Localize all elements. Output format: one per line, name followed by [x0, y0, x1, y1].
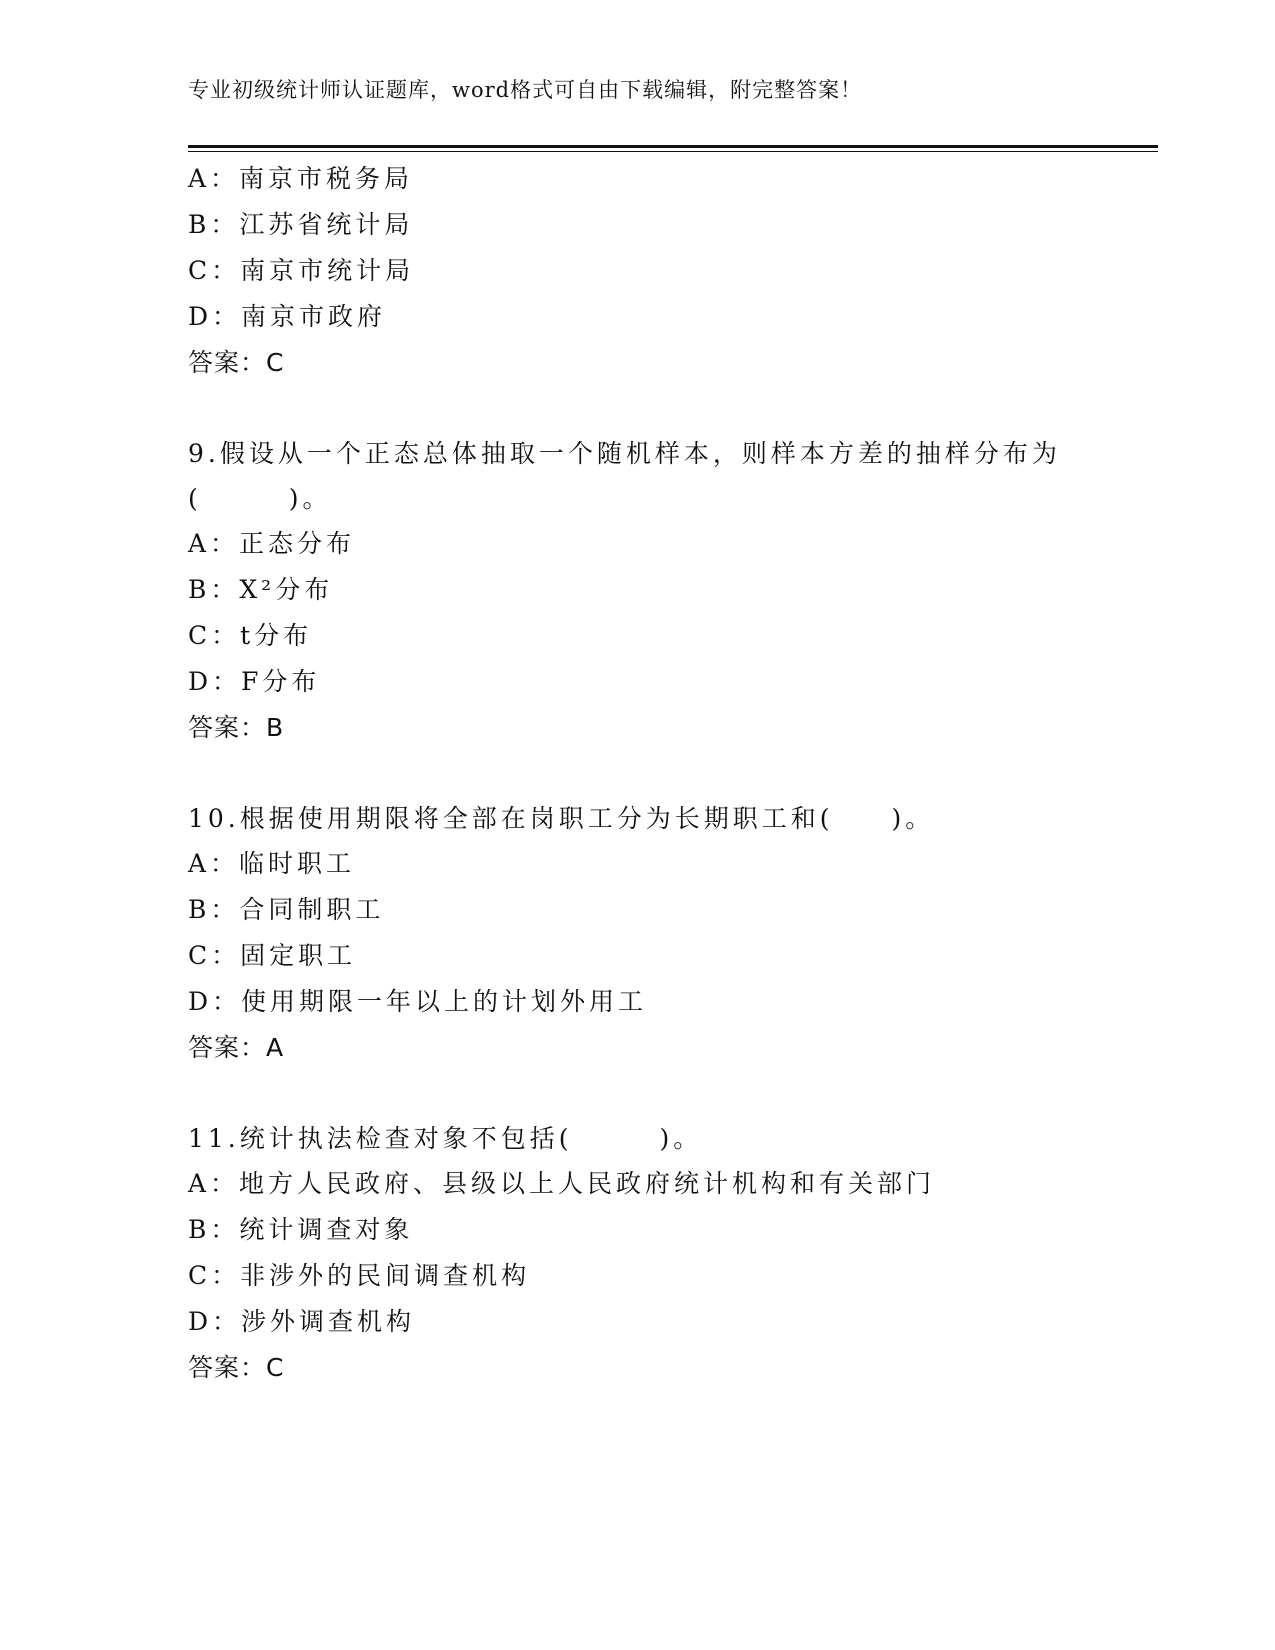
- option-d: D：使用期限一年以上的计划外用工: [188, 987, 648, 1016]
- answer: 答案：A: [188, 1033, 285, 1062]
- option-a: A：正态分布: [188, 529, 356, 558]
- document-body: [188, 156, 1158, 1391]
- question-block-11: [188, 1116, 1158, 1391]
- spacer: [188, 751, 1158, 796]
- option-a: A：南京市税务局: [188, 164, 414, 193]
- answer: 答案：C: [188, 1353, 285, 1382]
- option-c: C：t分布: [188, 621, 313, 650]
- option-b: B：合同制职工: [188, 895, 385, 924]
- spacer: [188, 386, 1158, 431]
- answer: 答案：B: [188, 713, 285, 742]
- option-c: C：南京市统计局: [188, 256, 415, 285]
- option-b: B：江苏省统计局: [188, 210, 414, 239]
- option-d: D：F分布: [188, 667, 321, 696]
- question-text: 9.假设从一个正态总体抽取一个随机样本，则样本方差的抽样分布为: [188, 439, 1061, 468]
- header-rule-thick: [188, 145, 1158, 148]
- document-header: 专业初级统计师认证题库，word格式可自由下载编辑，附完整答案！: [188, 78, 863, 102]
- option-c: C：固定职工: [188, 941, 357, 970]
- option-a: A：临时职工: [188, 849, 356, 878]
- option-a: A：地方人民政府、县级以上人民政府统计机构和有关部门: [188, 1169, 936, 1198]
- header-rule-thin: [188, 151, 1158, 152]
- spacer: [188, 1071, 1158, 1116]
- question-text: 10.根据使用期限将全部在岗职工分为长期职工和( )。: [188, 804, 935, 833]
- question-block-prev: [188, 156, 1158, 386]
- option-b: B：X²分布: [188, 575, 334, 604]
- option-c: C：非涉外的民间调查机构: [188, 1261, 531, 1290]
- question-text-continued: ( )。: [188, 484, 332, 513]
- question-text: 11.统计执法检查对象不包括( )。: [188, 1124, 703, 1153]
- option-d: D：涉外调查机构: [188, 1307, 416, 1336]
- option-d: D：南京市政府: [188, 302, 387, 331]
- question-block-10: [188, 796, 1158, 1071]
- question-block-9: [188, 431, 1158, 751]
- answer: 答案：C: [188, 348, 285, 377]
- option-b: B：统计调查对象: [188, 1215, 414, 1244]
